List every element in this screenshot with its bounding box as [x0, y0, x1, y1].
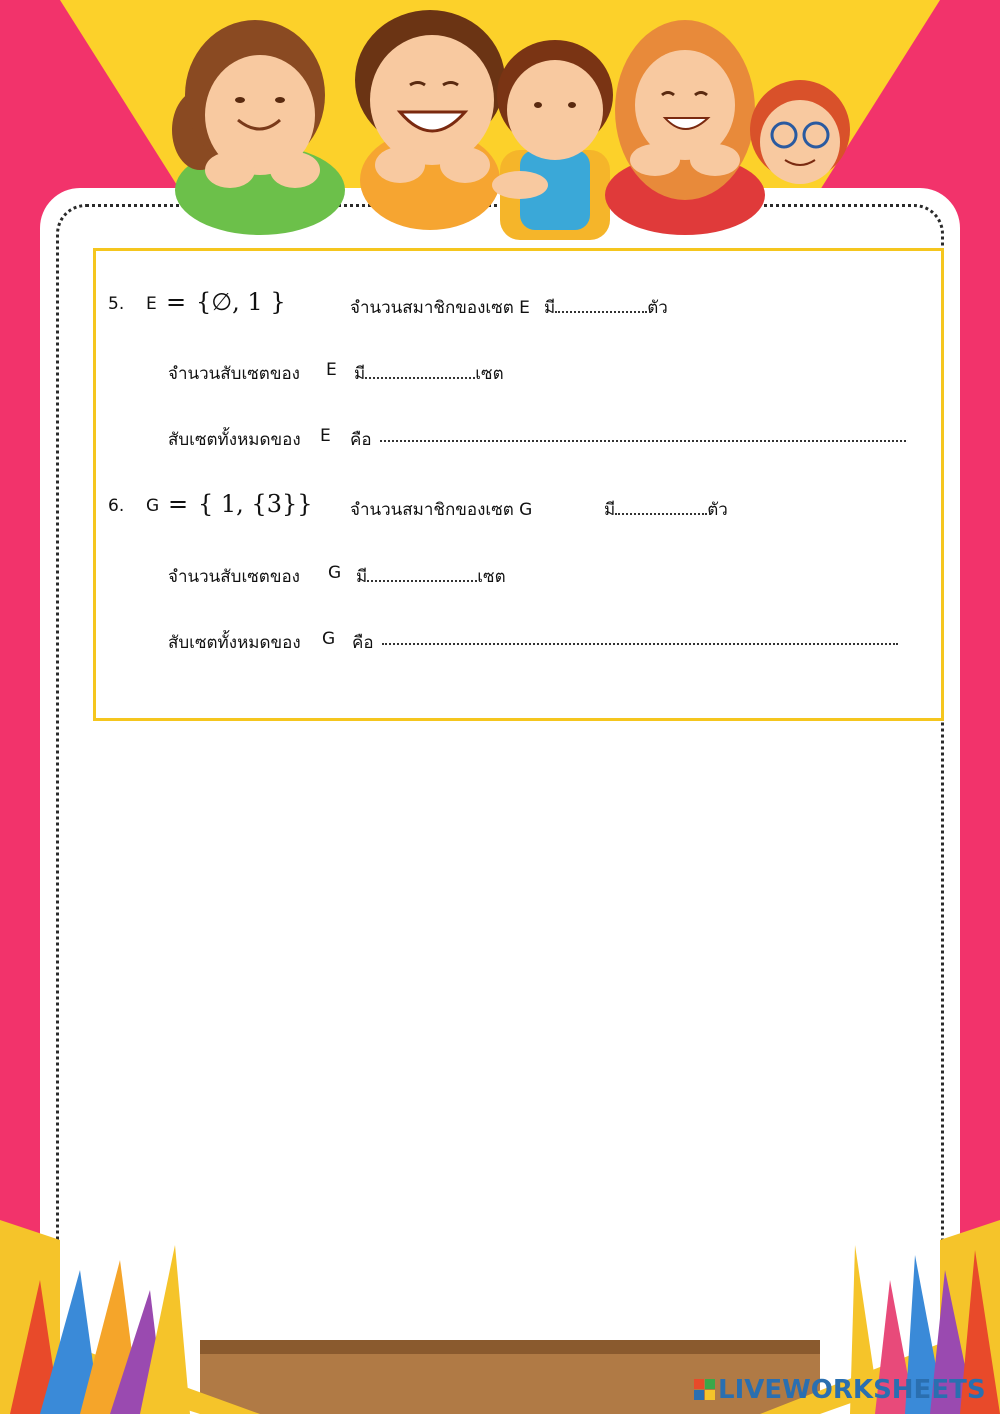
q6-row — [108, 490, 928, 522]
q5-equals: = — [166, 288, 187, 316]
q6-equals: = — [168, 490, 189, 518]
q5-subset-count-prefix: มี — [354, 364, 366, 384]
q5-all-subsets-input[interactable] — [380, 426, 906, 442]
q6-count-group — [604, 496, 728, 523]
q5-count-suffix: ตัว — [647, 298, 668, 318]
liveworksheets-logo — [694, 1372, 994, 1408]
q5-all-subsets-label: สับเซตทั้งหมดของ — [168, 430, 301, 450]
q6-all-subsets-prefix: คือ — [352, 633, 374, 653]
q5-count-group — [544, 294, 668, 321]
liveworksheets-logo-text: LIVEWORKSHEETS — [718, 1375, 986, 1405]
q5-all-subsets-set: E — [320, 426, 331, 446]
q6-subset-count-prefix: มี — [356, 567, 368, 587]
q6-count-prefix: มี — [604, 500, 616, 520]
q5-all-subsets-row — [168, 426, 928, 454]
q6-all-subsets-label: สับเซตทั้งหมดของ — [168, 633, 301, 653]
q6-subset-count-input[interactable] — [367, 566, 477, 582]
q6-count-input[interactable] — [615, 499, 707, 515]
q5-number: 5. — [108, 294, 125, 314]
q5-count-prefix: มี — [544, 298, 556, 318]
q5-subset-count-row — [168, 360, 868, 388]
q5-subset-count-label: จำนวนสับเซตของ — [168, 364, 300, 384]
q6-subset-count-set: G — [328, 563, 342, 583]
q6-all-subsets-input[interactable] — [382, 629, 898, 645]
q6-count-label: จำนวนสมาชิกของเซต G — [350, 500, 533, 520]
q5-all-subsets-prefix: คือ — [350, 430, 372, 450]
q6-count-suffix: ตัว — [707, 500, 728, 520]
q6-all-subsets-set: G — [322, 629, 336, 649]
q5-subset-count-set: E — [326, 360, 337, 380]
kids-illustration — [160, 0, 880, 250]
q5-count-label: จำนวนสมาชิกของเซต E — [350, 298, 530, 318]
q5-subset-count-input[interactable] — [365, 363, 475, 379]
q6-subset-count-label: จำนวนสับเซตของ — [168, 567, 300, 587]
q6-set-name: G — [146, 496, 160, 516]
q5-count-input[interactable] — [555, 297, 647, 313]
q6-subset-count-group — [356, 563, 506, 590]
q5-subset-count-suffix: เซต — [475, 364, 504, 384]
q5-subset-count-group — [354, 360, 504, 387]
q6-set-expression: { 1, {3}} — [198, 490, 313, 518]
q5-set-name: E — [146, 294, 157, 314]
q6-subset-count-suffix: เซต — [477, 567, 506, 587]
liveworksheets-logo-icon — [694, 1379, 716, 1401]
q6-subset-count-row — [168, 563, 868, 591]
q5-row — [108, 288, 928, 320]
q5-set-expression: {∅, 1 } — [196, 288, 286, 316]
q6-all-subsets-row — [168, 629, 928, 657]
q6-number: 6. — [108, 496, 125, 516]
